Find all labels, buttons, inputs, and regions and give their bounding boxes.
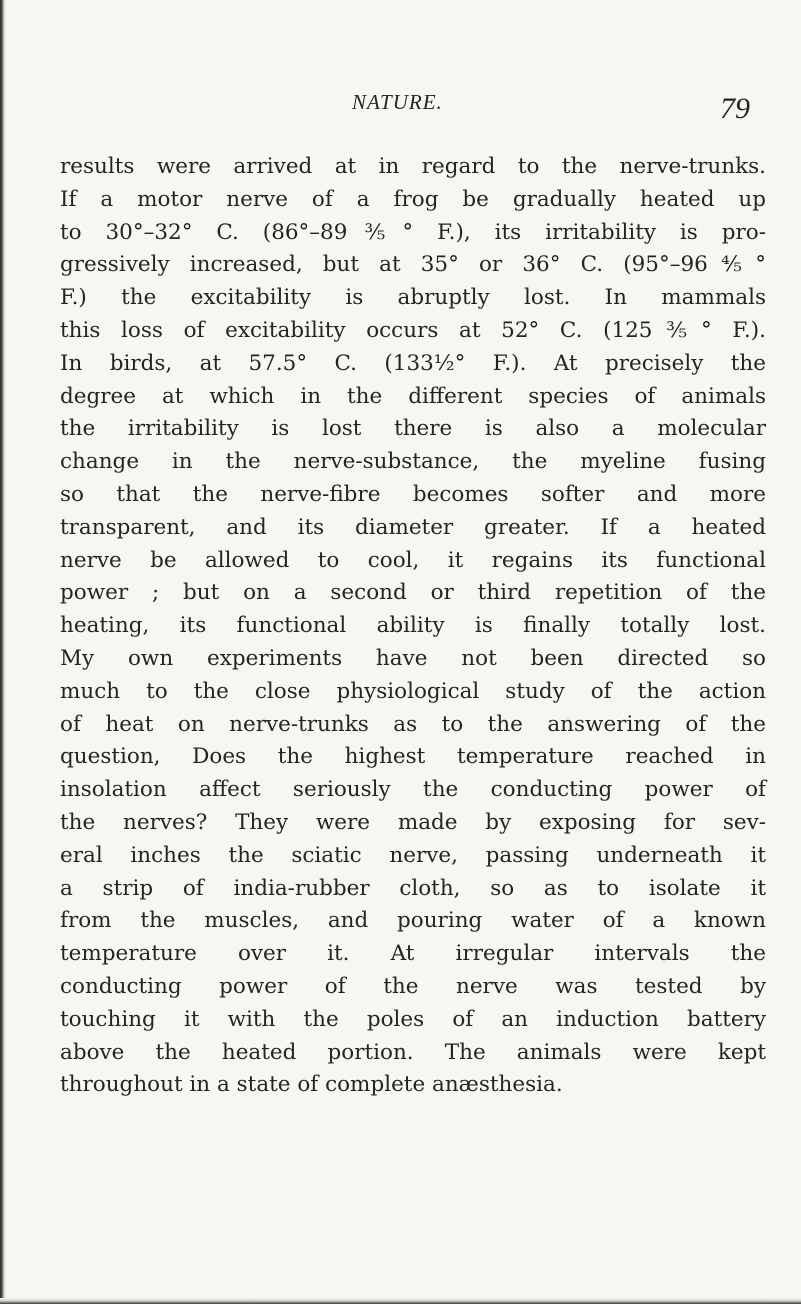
text-line: degree at which in the different species of animals <box>60 383 766 409</box>
text-line: throughout in a state of complete anæsthesia. <box>60 1072 563 1098</box>
text-line: power ; but on a second or third repetition of the <box>60 580 766 606</box>
text-line: temperature over it. At irregular intervals the <box>60 941 766 967</box>
text-line: above the heated portion. The animals were kept <box>60 1039 766 1065</box>
text-line: My own experiments have not been directed so <box>60 645 766 671</box>
text-line: eral inches the sciatic nerve, passing underneath it <box>60 842 766 868</box>
text-line: change in the nerve-substance, the myeline fusing <box>60 449 766 475</box>
text-line: In birds, at 57.5° C. (133½° F.). At precisely the <box>60 350 766 376</box>
text-line: results were arrived at in regard to the nerve-trunks. <box>60 154 766 179</box>
text-line: heating, its functional ability is finally totally lost. <box>60 613 766 639</box>
text-line: touching it with the poles of an induction battery <box>60 1006 766 1032</box>
text-line: much to the close physiological study of the action <box>60 678 766 704</box>
text-line: of heat on nerve-trunks as to the answering of the <box>60 711 766 737</box>
page-header <box>60 90 760 140</box>
body-text <box>60 151 766 1102</box>
text-line: F.) the excitability is abruptly lost. In mammals <box>60 285 766 311</box>
text-line: nerve be allowed to cool, it regains its functional <box>60 547 766 573</box>
text-line: so that the nerve-fibre becomes softer and more <box>60 481 766 507</box>
text-line: the nerves? They were made by exposing for sev- <box>60 809 766 835</box>
text-line: insolation affect seriously the conducting power of <box>60 777 766 803</box>
text-line: the irritability is lost there is also a molecular <box>60 416 766 442</box>
page-binding-edge <box>0 0 6 1304</box>
text-line: conducting power of the nerve was tested by <box>60 973 766 999</box>
page-bottom-edge <box>0 1298 801 1304</box>
text-line: If a motor nerve of a frog be gradually heated up <box>60 186 766 212</box>
text-line: question, Does the highest temperature reached in <box>60 744 766 770</box>
text-line: this loss of excitability occurs at 52° C. (125⅗° F.). <box>60 317 766 343</box>
page-number: 79 <box>720 92 750 125</box>
text-line: gressively increased, but at 35° or 36° C. (95°–96⅘° <box>60 252 766 278</box>
text-line: a strip of india-rubber cloth, so as to isolate it <box>60 875 766 901</box>
text-line: transparent, and its diameter greater. If a heated <box>60 514 766 540</box>
text-line: to 30°–32° C. (86°–89⅗° F.), its irritability is pro- <box>60 219 766 245</box>
running-head: NATURE. <box>352 90 443 114</box>
text-line: from the muscles, and pouring water of a known <box>60 908 766 934</box>
